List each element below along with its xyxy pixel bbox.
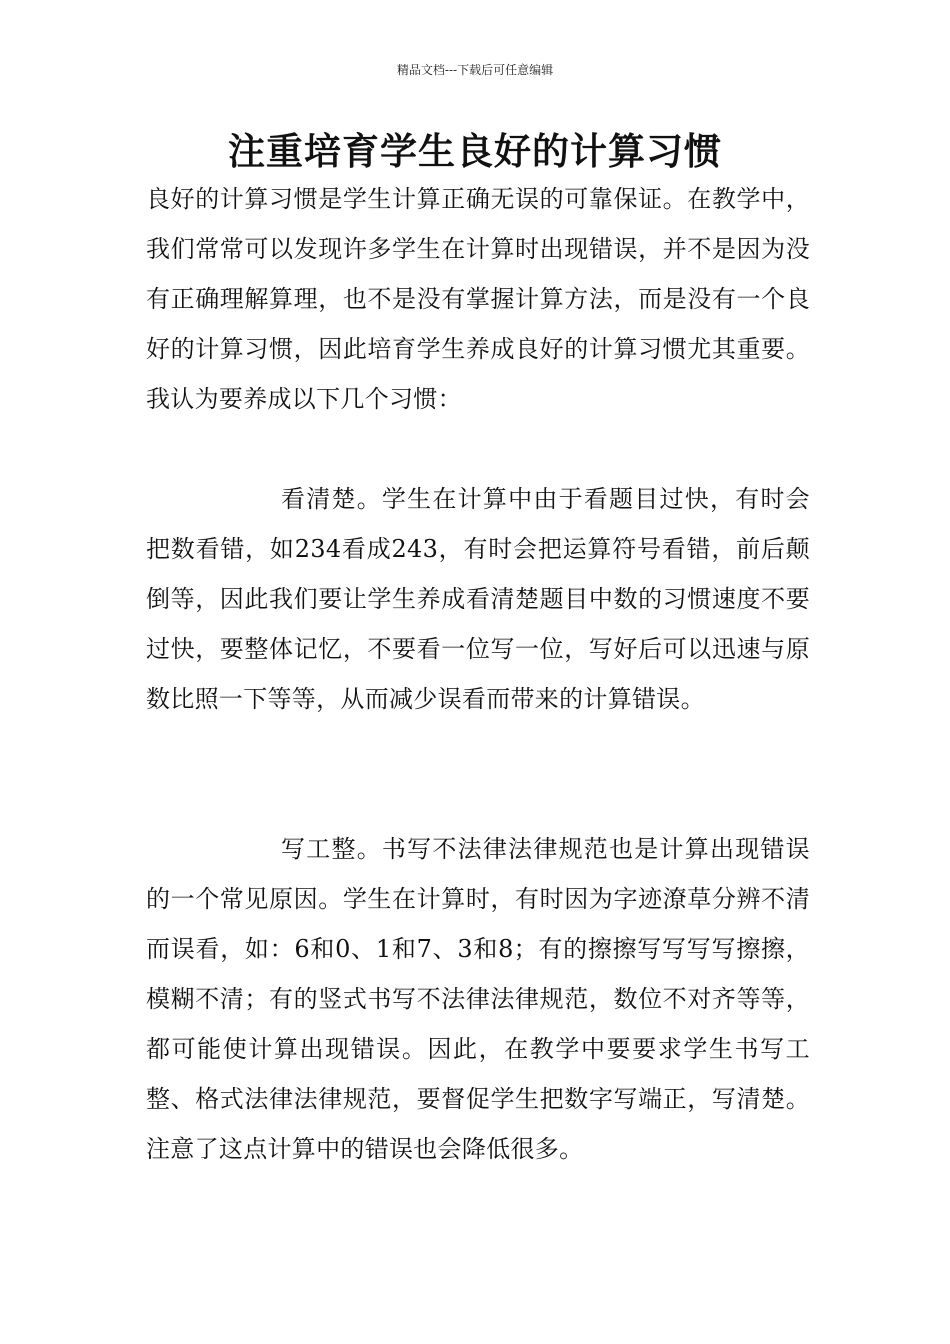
page-header: 精品文档---下载后可任意编辑 [396,63,554,77]
paragraph-intro: 良好的计算习惯是学生计算正确无误的可靠保证。在教学中，我们常常可以发现许多学生在计算时出现错误，并不是因为没有正确理解算理，也不是没有掌握计算方法，而是没有一个良好的计算习惯，因此培育学生养成良好的计算习惯尤其重要。我认为要养成以下几个习惯： [146,185,810,413]
paragraph-write-neatly: 写工整。书写不法律法律规范也是计算出现错误的一个常见原因。学生在计算时，有时因为字迹潦草分辨不清而误看，如：6和0、1和7、3和8；有的擦擦写写写写擦擦，模糊不清；有的竖式书写不法律法律规范，数位不对齐等等，都可能使计算出现错误。因此，在教学中要要求学生书写工整、格式法律法律规范，要督促学生把数字写端正，写清楚。注意了这点计算中的错误也会降低很多。 [146,835,810,1163]
paragraph-see-clearly: 看清楚。学生在计算中由于看题目过快，有时会把数看错，如234看成243，有时会把运算符号看错，前后颠倒等，因此我们要让学生养成看清楚题目中数的习惯速度不要过快，要整体记忆，不要看一位写一位，写好后可以迅速与原数比照一下等等，从而减少误看而带来的计算错误。 [146,485,810,713]
document-title: 注重培育学生良好的计算习惯 [228,130,722,173]
